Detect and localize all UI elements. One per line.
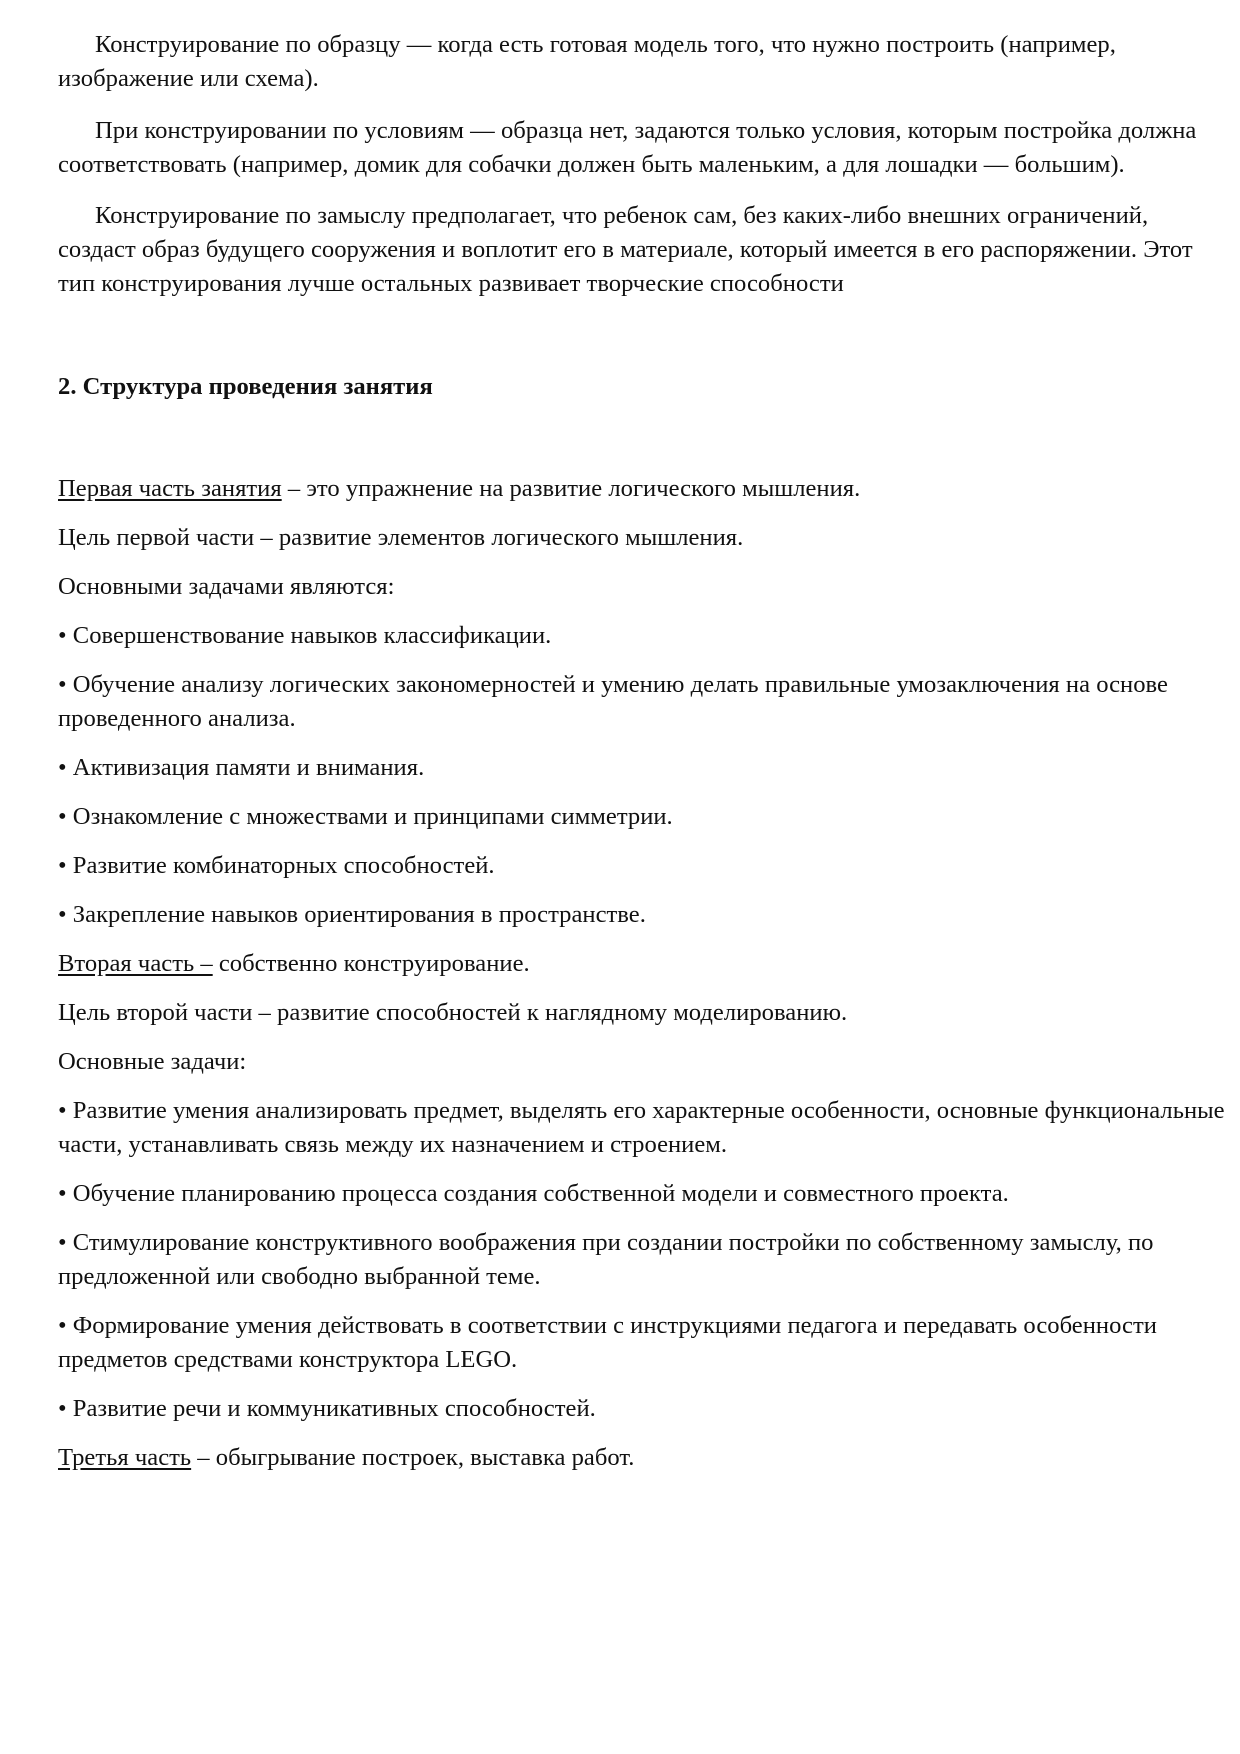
section-heading: 2. Структура проведения занятия	[58, 373, 433, 400]
part1-task-item: • Ознакомление с множествами и принципами симметрии.	[58, 803, 673, 830]
intro-paragraph-conditions: При конструировании по условиям — образца нет, задаются только условия, которым постройка должна соответствовать (например, домик для собачки должен быть маленьким, а для лошадки — большим).	[58, 117, 1197, 178]
part1-task-item: • Развитие комбинаторных способностей.	[58, 852, 495, 879]
part1-task-item: • Совершенствование навыков классификации.	[58, 622, 552, 649]
part2-task-item: • Развитие умения анализировать предмет, выделять его характерные особенности, основные функциональные части, устанавливать связь между их назначением и строением.	[58, 1097, 1225, 1158]
part1-task-item: • Закрепление навыков ориентирования в пространстве.	[58, 901, 646, 928]
part1-label: Первая часть занятия	[58, 475, 282, 502]
intro-paragraph-design: Конструирование по замыслу предполагает, что ребенок сам, без каких-либо внешних ограничений, создаст образ будущего сооружения и воплотит его в материале, который имеется в его распоряжении. Этот тип конструирования лучше остальных развивает творческие способности	[58, 202, 1193, 297]
part3-intro	[58, 1441, 1228, 1475]
part1-description: – это упражнение на развитие логического мышления.	[281, 475, 861, 502]
part1-task-item: • Активизация памяти и внимания.	[58, 754, 425, 781]
part1-goal: Цель первой части – развитие элементов логического мышления.	[58, 524, 744, 551]
part2-label: Вторая часть –	[58, 950, 213, 977]
part1-tasks-title: Основными задачами являются:	[58, 573, 395, 600]
part2-intro	[58, 947, 1228, 981]
part1-task-item: • Обучение анализу логических закономерностей и умению делать правильные умозаключения на основе проведенного анализа.	[58, 671, 1168, 732]
part2-task-item: • Стимулирование конструктивного воображения при создании постройки по собственному замыслу, по предложенной или свободно выбранной теме.	[58, 1229, 1154, 1290]
part2-tasks-title: Основные задачи:	[58, 1048, 247, 1075]
part2-task-item: • Обучение планированию процесса создания собственной модели и совместного проекта.	[58, 1180, 1009, 1207]
part3-description: – обыгрывание построек, выставка работ.	[191, 1444, 635, 1471]
document-page	[58, 28, 1228, 1475]
intro-paragraph-pattern: Конструирование по образцу — когда есть готовая модель того, что нужно построить (например, изображение или схема).	[58, 31, 1116, 92]
part2-goal: Цель второй части – развитие способностей к наглядному моделированию.	[58, 999, 848, 1026]
part3-label: Третья часть	[58, 1444, 192, 1471]
part2-task-item: • Формирование умения действовать в соответствии с инструкциями педагога и передавать особенности предметов средствами конструктора LEGO.	[58, 1312, 1157, 1373]
part2-task-item: • Развитие речи и коммуникативных способностей.	[58, 1395, 596, 1422]
part2-description: собственно конструирование.	[212, 950, 530, 977]
part1-intro	[58, 472, 1228, 506]
